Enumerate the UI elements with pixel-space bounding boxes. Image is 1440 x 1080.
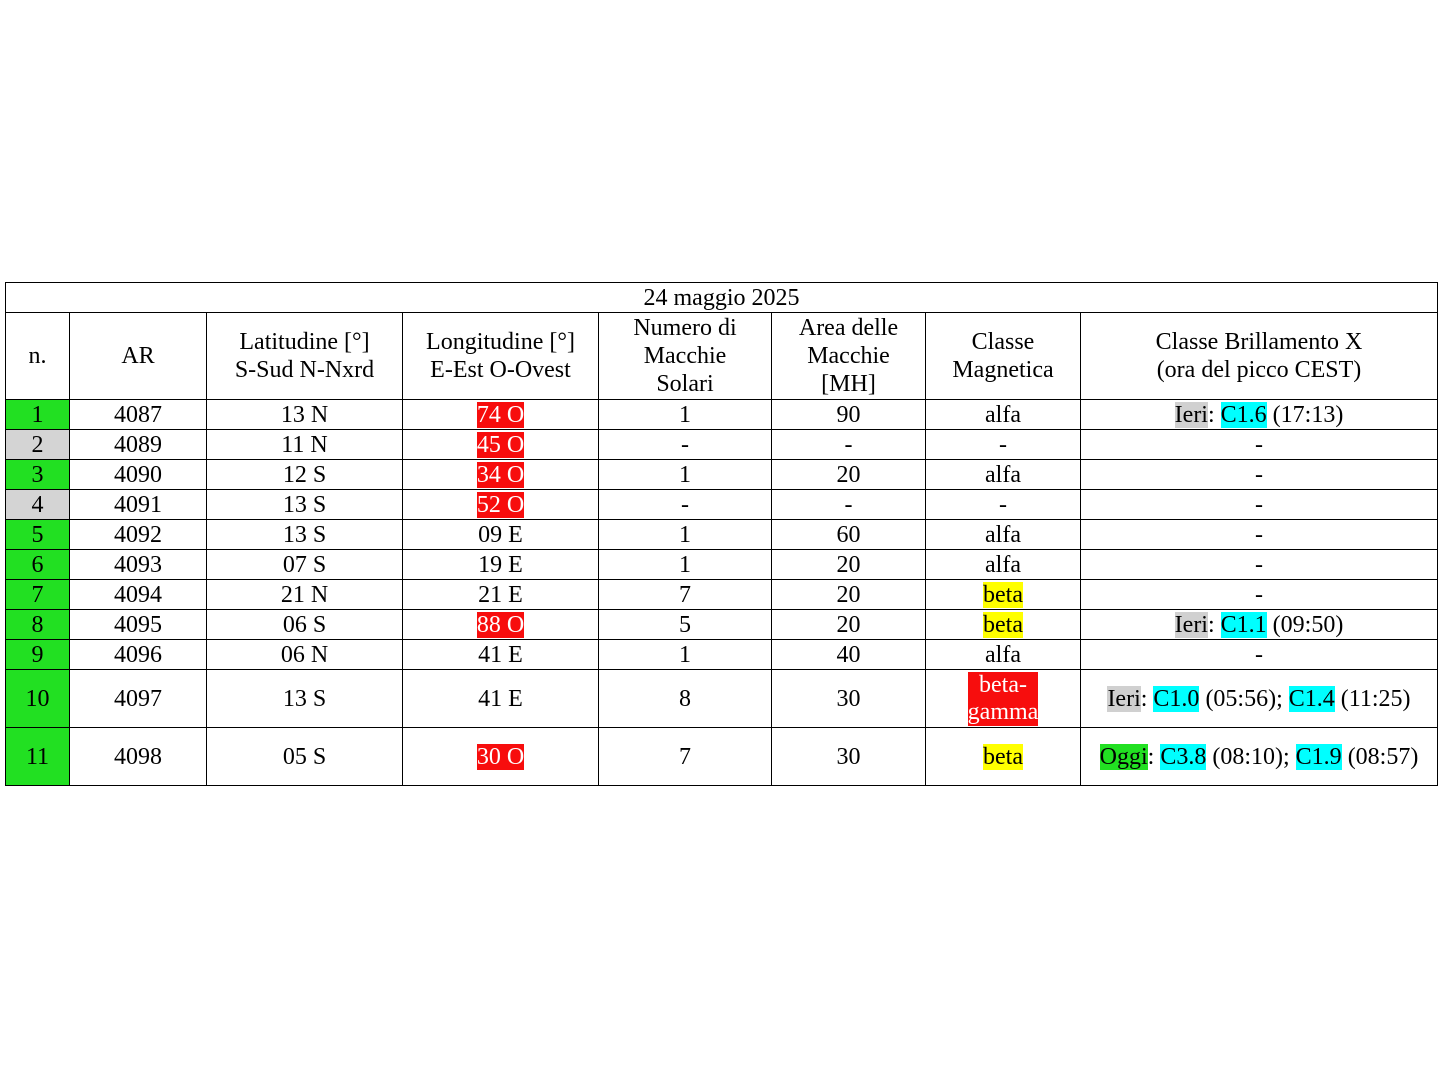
table-row (6, 550, 1438, 580)
table-row (6, 640, 1438, 670)
latitude-cell: 05 S (207, 728, 403, 786)
header-latitude-line2: S-Sud N-Nxrd (234, 357, 375, 383)
ar-cell: 4087 (70, 400, 207, 430)
flare-separator: : (1147, 743, 1155, 770)
flare-cell: - (1081, 580, 1438, 610)
ar-cell: 4096 (70, 640, 207, 670)
area-cell: 20 (772, 460, 926, 490)
header-sunspot-count (599, 313, 772, 400)
longitude-highlight: 74 O (476, 401, 525, 428)
magnetic-class-cell: alfa (926, 640, 1081, 670)
longitude-cell (403, 460, 599, 490)
area-cell: 60 (772, 520, 926, 550)
header-area-line3: [MH] (821, 371, 876, 397)
longitude-cell: 09 E (403, 520, 599, 550)
longitude-cell (403, 728, 599, 786)
row-number: 4 (6, 490, 70, 520)
area-cell: 30 (772, 670, 926, 728)
row-number: 6 (6, 550, 70, 580)
header-flare-class-line2: (ora del picco CEST) (1156, 357, 1362, 383)
magnetic-class-highlight: beta (983, 611, 1023, 638)
row-number: 8 (6, 610, 70, 640)
ar-cell: 4097 (70, 670, 207, 728)
flare-separator: : (1207, 401, 1215, 428)
flare-separator: : (1140, 685, 1148, 712)
flare-time: (08:57) (1347, 743, 1419, 770)
flare-separator: : (1207, 611, 1215, 638)
ar-cell: 4090 (70, 460, 207, 490)
sunspot-count-cell: - (599, 430, 772, 460)
ar-cell: 4093 (70, 550, 207, 580)
longitude-cell (403, 610, 599, 640)
table-row (6, 490, 1438, 520)
header-sunspot-count-line1: Numero di (633, 315, 737, 341)
row-number: 1 (6, 400, 70, 430)
longitude-cell (403, 430, 599, 460)
longitude-cell (403, 400, 599, 430)
magnetic-class-cell (926, 580, 1081, 610)
flare-class: C1.0 (1153, 685, 1200, 712)
row-number: 9 (6, 640, 70, 670)
header-latitude-line1: Latitudine [°] (239, 329, 370, 355)
header-area-line2: Macchie (807, 343, 890, 369)
magnetic-class-cell: - (926, 430, 1081, 460)
row-number: 5 (6, 520, 70, 550)
table-row (6, 610, 1438, 640)
magnetic-class-cell: alfa (926, 550, 1081, 580)
header-magnetic-class (926, 313, 1081, 400)
area-cell: 20 (772, 580, 926, 610)
flare-cell: - (1081, 520, 1438, 550)
latitude-cell: 07 S (207, 550, 403, 580)
magnetic-class-highlight: beta (983, 581, 1023, 608)
longitude-cell: 19 E (403, 550, 599, 580)
ar-cell: 4091 (70, 490, 207, 520)
table-row (6, 580, 1438, 610)
title-row (6, 283, 1438, 313)
flare-cell (1081, 670, 1438, 728)
flare-cell: - (1081, 640, 1438, 670)
flare-class: C1.1 (1220, 611, 1267, 638)
sunspot-count-cell: 1 (599, 550, 772, 580)
table-row (6, 460, 1438, 490)
sunspot-count-cell: - (599, 490, 772, 520)
ar-cell: 4089 (70, 430, 207, 460)
ar-cell: 4098 (70, 728, 207, 786)
table-title: 24 maggio 2025 (6, 283, 1438, 313)
header-longitude-line1: Longitudine [°] (426, 329, 575, 355)
longitude-cell: 21 E (403, 580, 599, 610)
area-cell: - (772, 430, 926, 460)
row-number: 10 (6, 670, 70, 728)
latitude-cell: 06 N (207, 640, 403, 670)
area-cell: 40 (772, 640, 926, 670)
flare-cell: - (1081, 550, 1438, 580)
header-sunspot-count-line3: Solari (656, 371, 714, 397)
flare-time: (09:50) (1272, 611, 1344, 638)
header-longitude-line2: E-Est O-Ovest (430, 357, 571, 383)
sunspot-count-cell: 7 (599, 580, 772, 610)
latitude-cell: 13 S (207, 490, 403, 520)
row-number: 3 (6, 460, 70, 490)
header-flare-class-line1: Classe Brillamento X (1155, 329, 1363, 355)
sunspot-count-cell: 5 (599, 610, 772, 640)
area-cell: 90 (772, 400, 926, 430)
header-magnetic-class-line1: Classe (971, 329, 1035, 355)
table-row (6, 728, 1438, 786)
magnetic-class-cell: alfa (926, 460, 1081, 490)
latitude-cell: 21 N (207, 580, 403, 610)
flare-class: C1.4 (1288, 685, 1335, 712)
latitude-cell: 12 S (207, 460, 403, 490)
table-row (6, 520, 1438, 550)
table-row (6, 400, 1438, 430)
table-row (6, 430, 1438, 460)
magnetic-class-line1: beta- (979, 671, 1027, 698)
flare-time: (11:25) (1340, 685, 1411, 712)
flare-cell: - (1081, 490, 1438, 520)
flare-class: C1.6 (1220, 401, 1267, 428)
sunspot-count-cell: 1 (599, 640, 772, 670)
magnetic-class-cell: alfa (926, 400, 1081, 430)
flare-time: (17:13) (1272, 401, 1344, 428)
flare-cell (1081, 728, 1438, 786)
ar-cell: 4095 (70, 610, 207, 640)
flare-time: (05:56); (1205, 685, 1283, 712)
header-n: n. (6, 313, 70, 400)
longitude-highlight: 34 O (476, 461, 525, 488)
latitude-cell: 11 N (207, 430, 403, 460)
ar-cell: 4092 (70, 520, 207, 550)
flare-day-label: Ieri (1107, 685, 1141, 712)
row-number: 7 (6, 580, 70, 610)
area-cell: - (772, 490, 926, 520)
row-number: 11 (6, 728, 70, 786)
longitude-highlight: 52 O (476, 491, 525, 518)
longitude-cell (403, 490, 599, 520)
sunspot-count-cell: 1 (599, 520, 772, 550)
magnetic-class-cell (926, 728, 1081, 786)
header-magnetic-class-line2: Magnetica (952, 357, 1054, 383)
area-cell: 30 (772, 728, 926, 786)
header-sunspot-count-line2: Macchie (643, 343, 727, 369)
longitude-cell: 41 E (403, 640, 599, 670)
area-cell: 20 (772, 550, 926, 580)
flare-cell (1081, 610, 1438, 640)
flare-class: C3.8 (1160, 743, 1207, 770)
latitude-cell: 13 S (207, 670, 403, 728)
header-area (772, 313, 926, 400)
header-latitude (207, 313, 403, 400)
row-number: 2 (6, 430, 70, 460)
magnetic-class-highlight: beta (983, 743, 1023, 770)
flare-class: C1.9 (1295, 743, 1342, 770)
magnetic-class-line2: gamma (967, 698, 1039, 725)
flare-time: (08:10); (1212, 743, 1290, 770)
magnetic-class-cell: - (926, 490, 1081, 520)
flare-cell (1081, 400, 1438, 430)
sunspot-count-cell: 1 (599, 460, 772, 490)
magnetic-class-cell: alfa (926, 520, 1081, 550)
header-area-line1: Area delle (798, 315, 899, 341)
longitude-cell: 41 E (403, 670, 599, 728)
latitude-cell: 13 N (207, 400, 403, 430)
longitude-highlight: 30 O (476, 743, 525, 770)
sunspot-count-cell: 1 (599, 400, 772, 430)
flare-day-label: Ieri (1174, 611, 1208, 638)
latitude-cell: 06 S (207, 610, 403, 640)
header-flare-class (1081, 313, 1438, 400)
longitude-highlight: 45 O (476, 431, 525, 458)
sunspot-table (5, 282, 1438, 786)
flare-day-label: Oggi (1099, 743, 1148, 770)
flare-cell: - (1081, 460, 1438, 490)
area-cell: 20 (772, 610, 926, 640)
table-row (6, 670, 1438, 728)
magnetic-class-highlight (968, 672, 1039, 726)
longitude-highlight: 88 O (476, 611, 525, 638)
flare-cell: - (1081, 430, 1438, 460)
header-ar: AR (70, 313, 207, 400)
latitude-cell: 13 S (207, 520, 403, 550)
sunspot-count-cell: 8 (599, 670, 772, 728)
sunspot-count-cell: 7 (599, 728, 772, 786)
header-longitude (403, 313, 599, 400)
header-row (6, 313, 1438, 400)
ar-cell: 4094 (70, 580, 207, 610)
magnetic-class-cell (926, 610, 1081, 640)
magnetic-class-cell (926, 670, 1081, 728)
flare-day-label: Ieri (1174, 401, 1208, 428)
